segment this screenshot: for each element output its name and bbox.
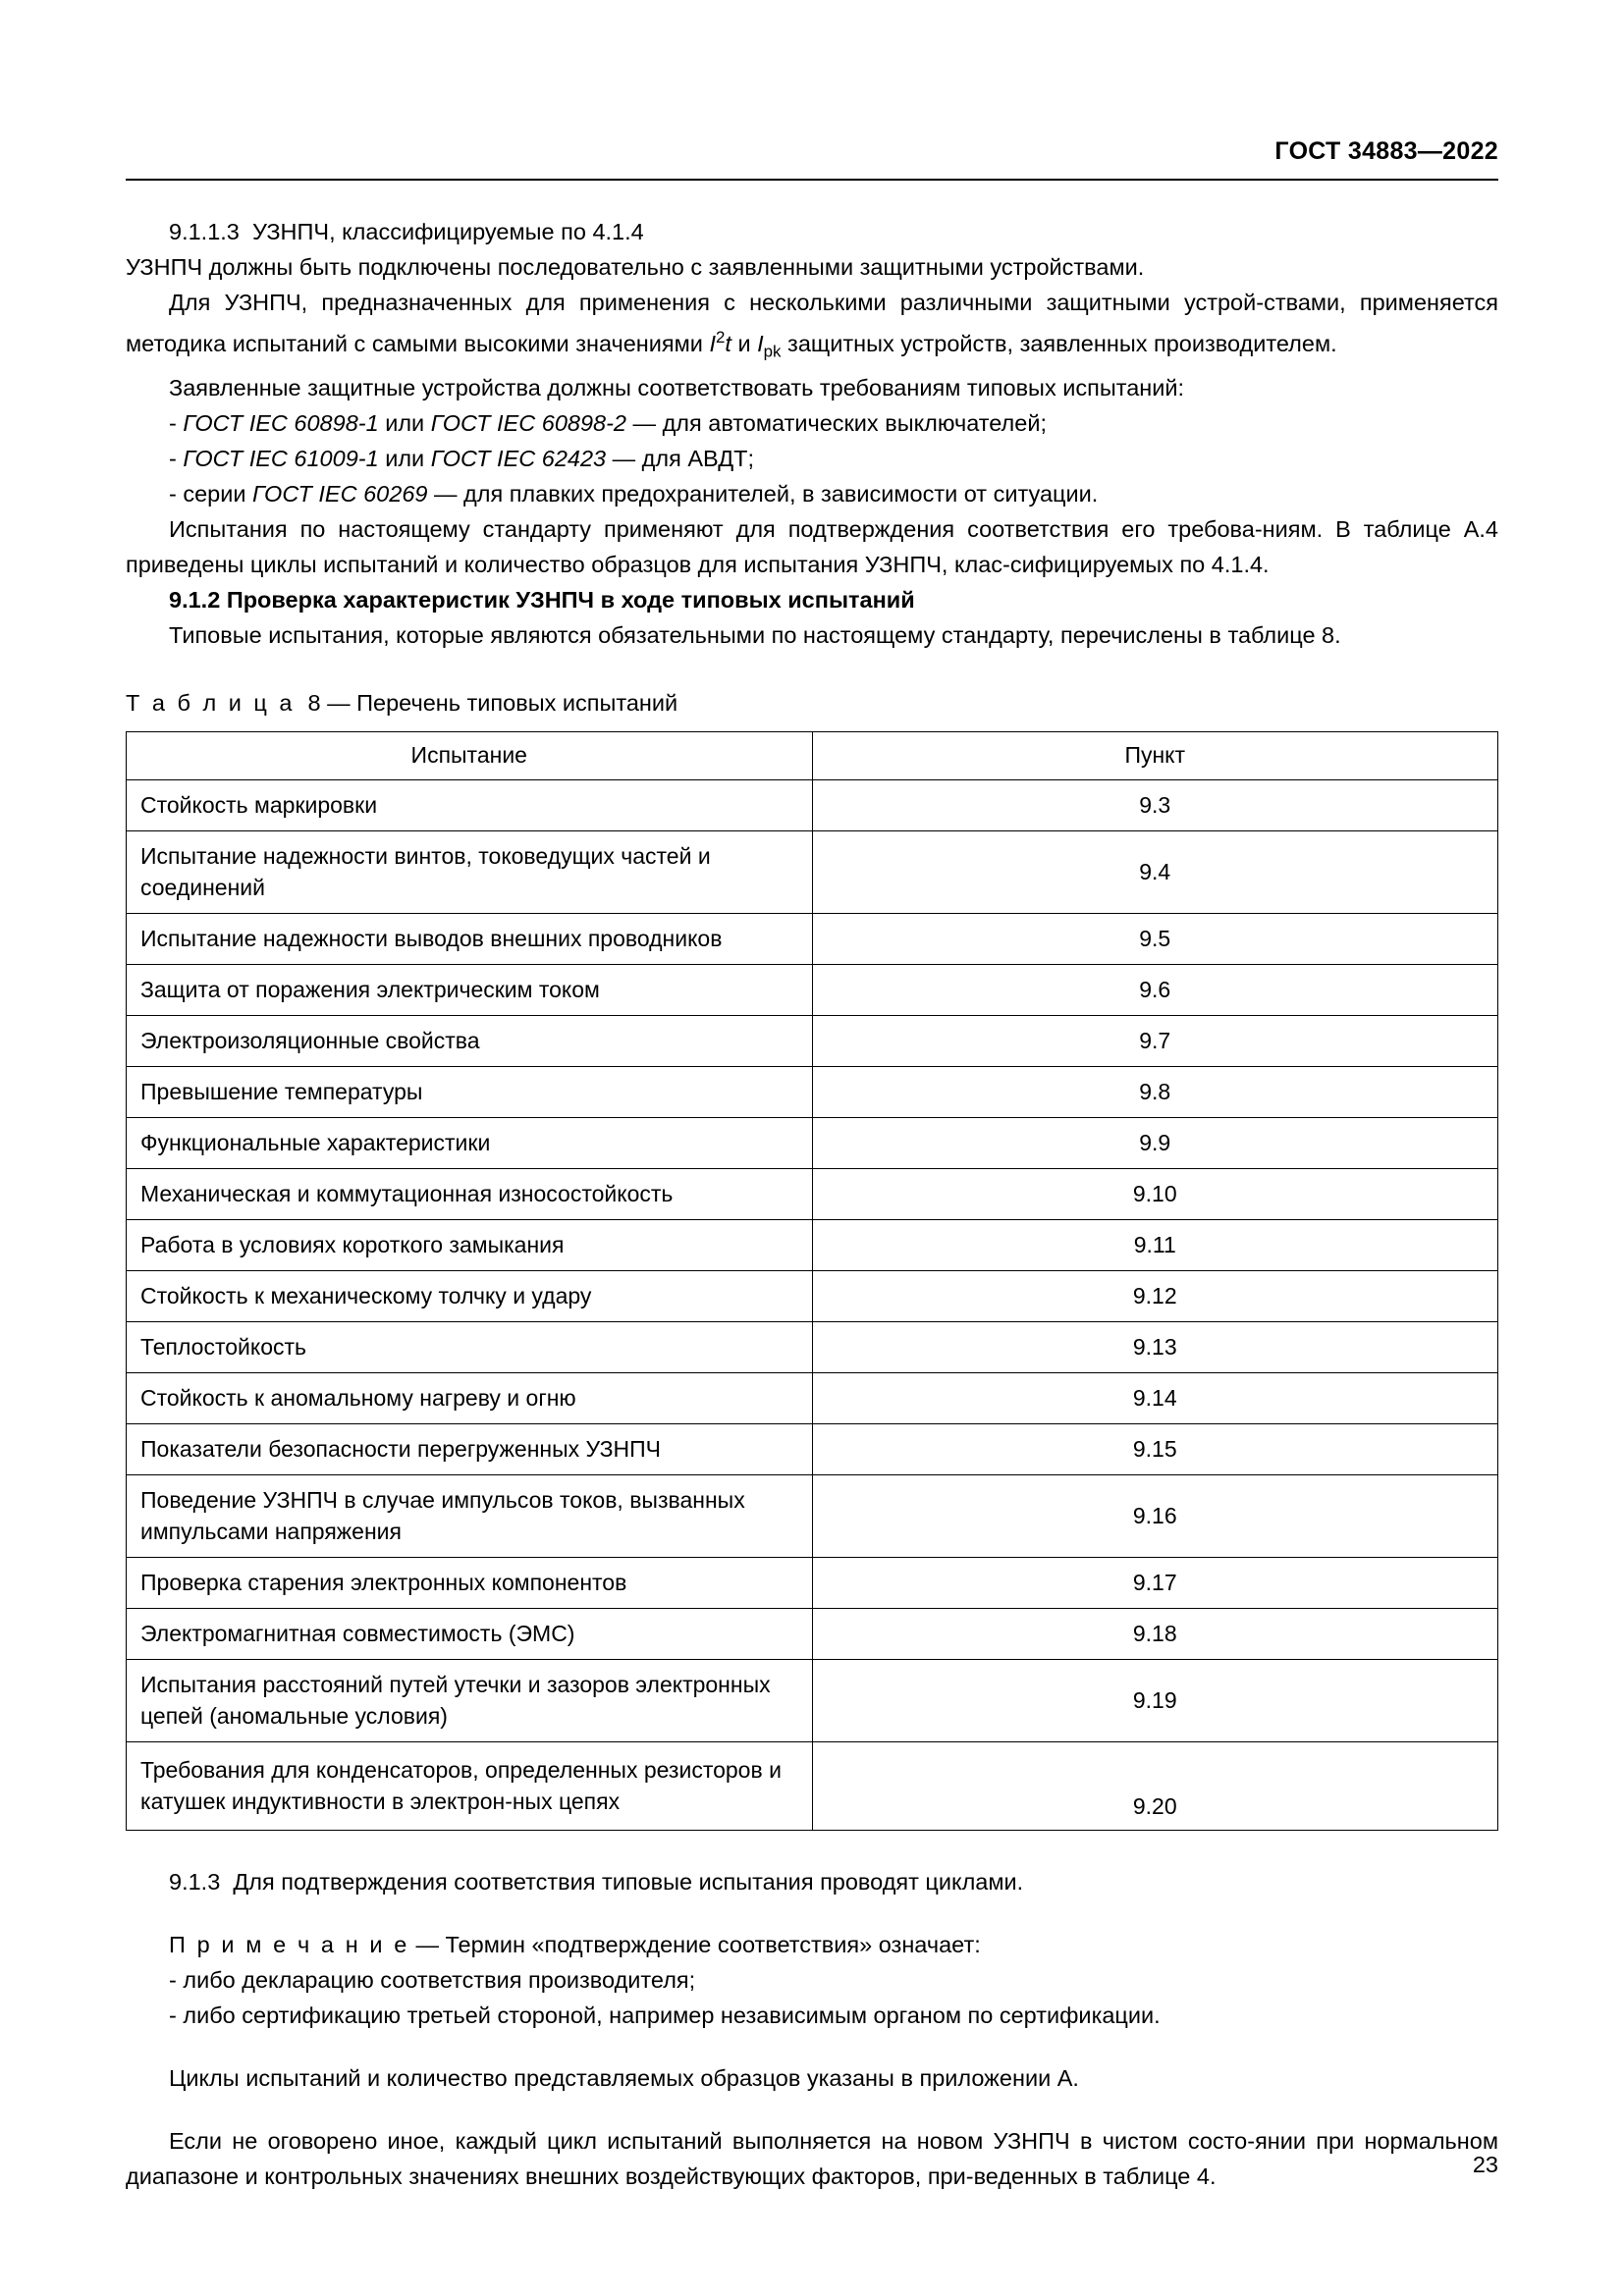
table-row	[127, 1557, 1498, 1608]
list-item-2: - ГОСТ IEC 61009-1 или ГОСТ IEC 62423 — для АВДТ;	[169, 445, 754, 471]
cell-clause: 9.8	[812, 1066, 1498, 1117]
cell-test-name: Показатели безопасности перегруженных УЗНПЧ	[127, 1423, 813, 1474]
paragraph-5: Типовые испытания, которые являются обязательными по настоящему стандарту, перечислены в таблице 8.	[169, 621, 1341, 648]
clause-9-1-3-number: 9.1.3	[169, 1868, 221, 1895]
cell-test-name: Защита от поражения электрическим током	[127, 964, 813, 1015]
symbol-ipk-i: I	[757, 330, 764, 356]
paragraph-2-part1: Для УЗНПЧ, предназначенных для применения с несколькими различными защитными устрой-ствами, применяется методика испытаний с самыми высокими значениями	[126, 290, 1498, 356]
cell-clause: 9.5	[812, 913, 1498, 964]
cell-test-name: Поведение УЗНПЧ в случае импульсов токов, вызванных импульсами напряжения	[127, 1474, 813, 1557]
cell-test-name: Испытание надежности винтов, токоведущих частей и соединений	[127, 830, 813, 913]
cell-test-name: Электроизоляционные свойства	[127, 1015, 813, 1066]
cell-clause: 9.13	[812, 1321, 1498, 1372]
table-row	[127, 964, 1498, 1015]
table-8-caption-title: — Перечень типовых испытаний	[327, 689, 678, 716]
table-row	[127, 1474, 1498, 1557]
paragraph-2-part2: защитных устройств, заявленных производителем.	[781, 330, 1337, 356]
page-header-standard-title: ГОСТ 34883—2022	[1274, 137, 1498, 165]
paragraph-1: УЗНПЧ должны быть подключены последовательно с заявленными защитными устройствами.	[126, 254, 1145, 280]
cell-clause: 9.20	[812, 1741, 1498, 1830]
clause-9-1-1-3-number: 9.1.1.3	[169, 219, 240, 244]
cell-test-name: Испытание надежности выводов внешних проводников	[127, 913, 813, 964]
cell-test-name: Работа в условиях короткого замыкания	[127, 1219, 813, 1270]
cell-clause: 9.16	[812, 1474, 1498, 1557]
note-line	[126, 1927, 1498, 1962]
table-8-caption-number: 8	[307, 689, 321, 716]
symbol-ipk-subscript: pk	[763, 342, 782, 361]
clause-9-1-1-3-title: УЗНПЧ, классифицируемые по 4.1.4	[251, 219, 644, 244]
note-item-2: - либо сертификацию третьей стороной, например независимым органом по сертификации.	[169, 2002, 1161, 2028]
list-item-2-tail: — для АВДТ;	[606, 445, 754, 471]
table-8-types-of-tests	[126, 731, 1498, 1831]
cell-clause: 9.7	[812, 1015, 1498, 1066]
table-row	[127, 913, 1498, 964]
table-row	[127, 1321, 1498, 1372]
cell-test-name: Испытания расстояний путей утечки и зазоров электронных цепей (аномальные условия)	[127, 1659, 813, 1741]
cell-test-name: Механическая и коммутационная износостойкость	[127, 1168, 813, 1219]
clause-9-1-2-title: Проверка характеристик УЗНПЧ в ходе типовых испытаний	[226, 586, 915, 613]
clause-9-1-2-number: 9.1.2	[169, 586, 221, 613]
list-item-1-ref-1: ГОСТ IEC 60898-1	[183, 409, 379, 436]
paragraph-2	[126, 285, 1498, 370]
column-header-test: Испытание	[127, 731, 813, 779]
list-item-1-ref-2: ГОСТ IEC 60898-2	[430, 409, 627, 436]
cell-test-name: Теплостойкость	[127, 1321, 813, 1372]
cell-clause: 9.4	[812, 830, 1498, 913]
table-8-caption-label: Т а б л и ц а	[126, 689, 296, 716]
table-row	[127, 1270, 1498, 1321]
list-item-2-ref-1: ГОСТ IEC 61009-1	[183, 445, 379, 471]
table-row	[127, 779, 1498, 830]
cell-test-name: Превышение температуры	[127, 1066, 813, 1117]
clause-9-1-3-text: Для подтверждения соответствия типовые испытания проводят циклами.	[233, 1868, 1024, 1895]
cell-clause: 9.6	[812, 964, 1498, 1015]
note-label: П р и м е ч а н и е	[169, 1931, 409, 1957]
cell-test-name: Функциональные характеристики	[127, 1117, 813, 1168]
list-item-1: - ГОСТ IEC 60898-1 или ГОСТ IEC 60898-2 — для автоматических выключателей;	[169, 409, 1047, 436]
paragraph-7: Если не оговорено иное, каждый цикл испытаний выполняется на новом УЗНПЧ в чистом состо-янии при нормальном диапазоне и контрольных значениях внешних воздействующих факторов, при-веденных в таблице 4.	[126, 2127, 1498, 2189]
cell-clause: 9.19	[812, 1659, 1498, 1741]
cell-clause: 9.10	[812, 1168, 1498, 1219]
list-item-1-mid: или	[378, 409, 431, 436]
table-8-caption	[126, 686, 1498, 720]
clause-9-1-2-heading	[126, 582, 1498, 617]
list-item-3-ref: ГОСТ IEC 60269	[252, 480, 428, 507]
note-text: — Термин «подтверждение соответствия» означает:	[408, 1931, 981, 1957]
list-item-1-tail: — для автоматических выключателей;	[626, 409, 1047, 436]
table-row	[127, 1219, 1498, 1270]
clause-9-1-1-3-heading	[126, 214, 1498, 249]
paragraph-2-mid: и	[731, 330, 758, 356]
cell-test-name: Электромагнитная совместимость (ЭМС)	[127, 1608, 813, 1659]
table-row	[127, 1168, 1498, 1219]
table-row	[127, 1117, 1498, 1168]
cell-test-name: Стойкость маркировки	[127, 779, 813, 830]
list-item-3-tail: — для плавких предохранителей, в зависимости от ситуации.	[427, 480, 1099, 507]
cell-test-name: Проверка старения электронных компонентов	[127, 1557, 813, 1608]
note-block	[126, 1927, 1498, 2033]
table-row	[127, 1423, 1498, 1474]
table-header-row	[127, 731, 1498, 779]
note-item-1: - либо декларацию соответствия производителя;	[169, 1966, 696, 1993]
table-row	[127, 1608, 1498, 1659]
symbol-i2t-exponent: 2	[716, 328, 726, 347]
cell-clause: 9.11	[812, 1219, 1498, 1270]
column-header-clause: Пункт	[812, 731, 1498, 779]
table-row	[127, 1741, 1498, 1830]
list-item-3-lead: серии	[183, 480, 253, 507]
list-item-2-ref-2: ГОСТ IEC 62423	[430, 445, 607, 471]
table-row	[127, 1372, 1498, 1423]
paragraph-4: Испытания по настоящему стандарту применяют для подтверждения соответствия его требова-ниям. В таблице А.4 приведены циклы испытаний и количество образцов для испытания УЗНПЧ, клас-сифицируемых по 4.1.4.	[126, 515, 1498, 577]
page-content	[126, 214, 1498, 2194]
list-item-2-mid: или	[378, 445, 431, 471]
list-item-3: - серии ГОСТ IEC 60269 — для плавких предохранителей, в зависимости от ситуации.	[169, 480, 1099, 507]
cell-clause: 9.14	[812, 1372, 1498, 1423]
cell-clause: 9.17	[812, 1557, 1498, 1608]
symbol-i2t-i: I	[709, 330, 716, 356]
cell-test-name: Стойкость к аномальному нагреву и огню	[127, 1372, 813, 1423]
cell-test-name: Стойкость к механическому толчку и удару	[127, 1270, 813, 1321]
symbol-i2t-t: t	[725, 330, 731, 356]
page-number: 23	[1472, 2152, 1498, 2177]
header-divider	[126, 179, 1498, 181]
table-row	[127, 1659, 1498, 1741]
table-row	[127, 1066, 1498, 1117]
cell-test-name: Требования для конденсаторов, определенных резисторов и катушек индуктивности в электрон-ных цепях	[127, 1741, 813, 1830]
clause-9-1-3	[126, 1864, 1498, 1899]
cell-clause: 9.3	[812, 779, 1498, 830]
table-row	[127, 830, 1498, 913]
table-row	[127, 1015, 1498, 1066]
cell-clause: 9.9	[812, 1117, 1498, 1168]
paragraph-6: Циклы испытаний и количество представляемых образцов указаны в приложении А.	[169, 2064, 1079, 2091]
cell-clause: 9.12	[812, 1270, 1498, 1321]
cell-clause: 9.18	[812, 1608, 1498, 1659]
cell-clause: 9.15	[812, 1423, 1498, 1474]
paragraph-3: Заявленные защитные устройства должны соответствовать требованиям типовых испытаний:	[169, 374, 1185, 400]
